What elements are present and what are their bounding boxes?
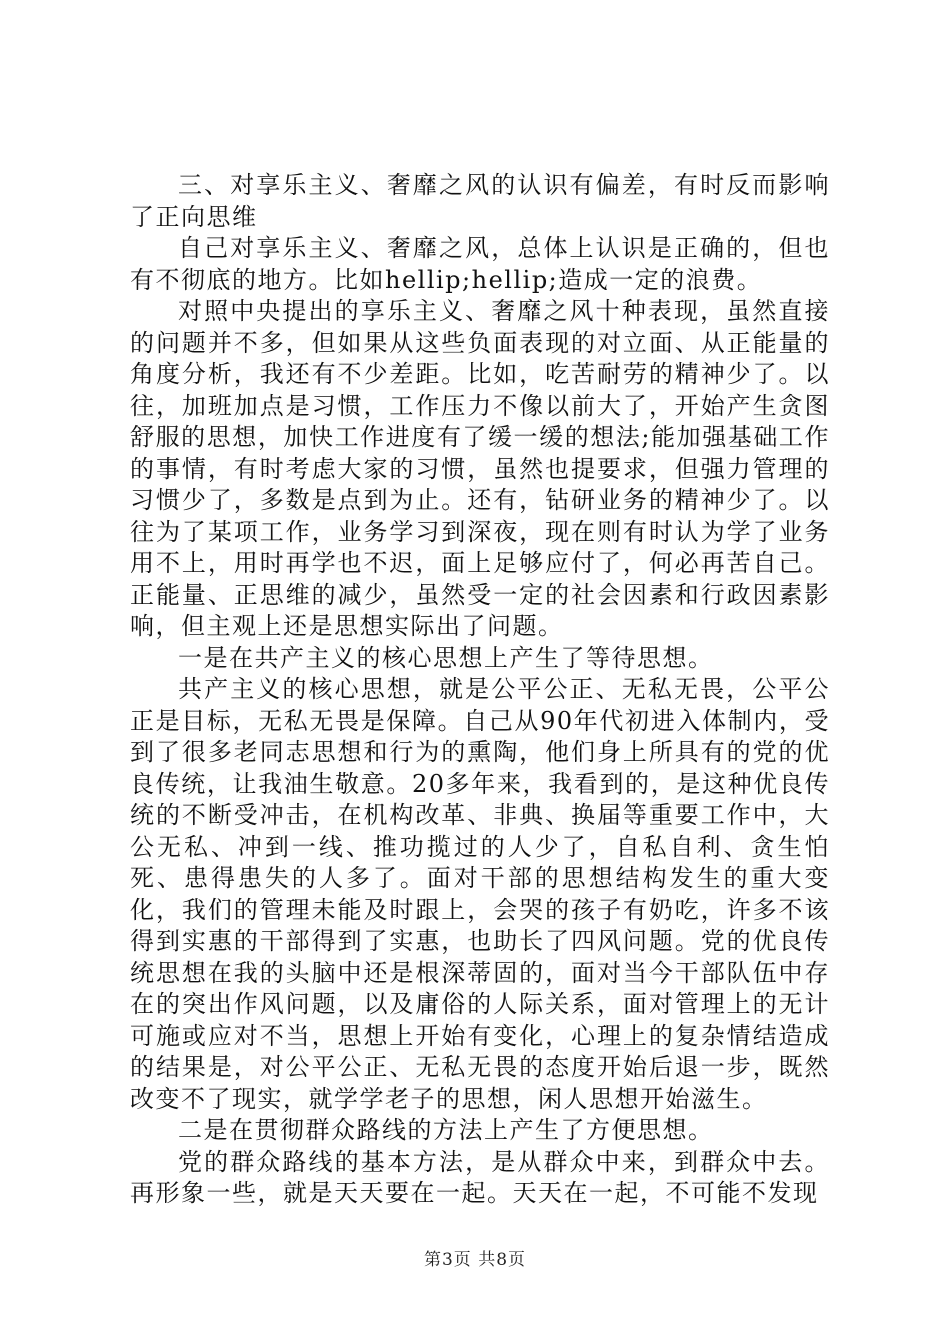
paragraph: 共产主义的核心思想，就是公平公正、无私无畏，公平公正是目标，无私无畏是保障。自己从90年代初进入体制内，受到了很多老同志思想和行为的熏陶，他们身上所具有的党的优良传统，让我油生敬意。20多年来，我看到的，是这种优良传统的不断受冲击，在机构改革、非典、换届等重要工作中，大公无私、冲到一线、推功揽过的人少了，自私自利、贪生怕死、患得患失的人多了。面对干部的思想结构发生的重大变化，我们的管理未能及时跟上，会哭的孩子有奶吃，许多不该得到实惠的干部得到了实惠，也助长了四风问题。党的优良传统思想在我的头脑中还是根深蒂固的，面对当今干部队伍中存在的突出作风问题，以及庸俗的人际关系，面对管理上的无计可施或应对不当，思想上开始有变化，心理上的复杂情结造成的结果是，对公平公正、无私无畏的态度开始后退一步，既然改变不了现实，就学学老子的思想，闲人思想开始滋生。: [130, 675, 830, 1113]
paragraph: 自己对享乐主义、奢靡之风，总体上认识是正确的，但也有不彻底的地方。比如hellip;hellip;造成一定的浪费。: [130, 234, 830, 294]
document-body: [130, 170, 830, 1210]
subheading: 一是在共产主义的核心思想上产生了等待思想。: [178, 643, 714, 672]
subheading: 二是在贯彻群众路线的方法上产生了方便思想。: [178, 1116, 714, 1144]
page-number-footer: 第3页 共8页: [423, 1250, 527, 1270]
paragraph: 党的群众路线的基本方法，是从群众中来，到群众中去。再形象一些，就是天天要在一起。天天在一起，不可能不发现: [130, 1147, 830, 1207]
section-heading: 三、对享乐主义、奢靡之风的认识有偏差，有时反而影响了正向思维: [130, 171, 830, 231]
paragraph: 对照中央提出的享乐主义、奢靡之风十种表现，虽然直接的问题并不多，但如果从这些负面表现的对立面、从正能量的角度分析，我还有不少差距。比如，吃苦耐劳的精神少了。以往，加班加点是习惯，工作压力不像以前大了，开始产生贪图舒服的思想，加快工作进度有了缓一缓的想法;能加强基础工作的事情，有时考虑大家的习惯，虽然也提要求，但强力管理的习惯少了，多数是点到为止。还有，钻研业务的精神少了。以往为了某项工作，业务学习到深夜，现在则有时认为学了业务用不上，用时再学也不迟，面上足够应付了，何必再苦自己。正能量、正思维的减少，虽然受一定的社会因素和行政因素影响，但主观上还是思想实际出了问题。: [130, 297, 830, 640]
